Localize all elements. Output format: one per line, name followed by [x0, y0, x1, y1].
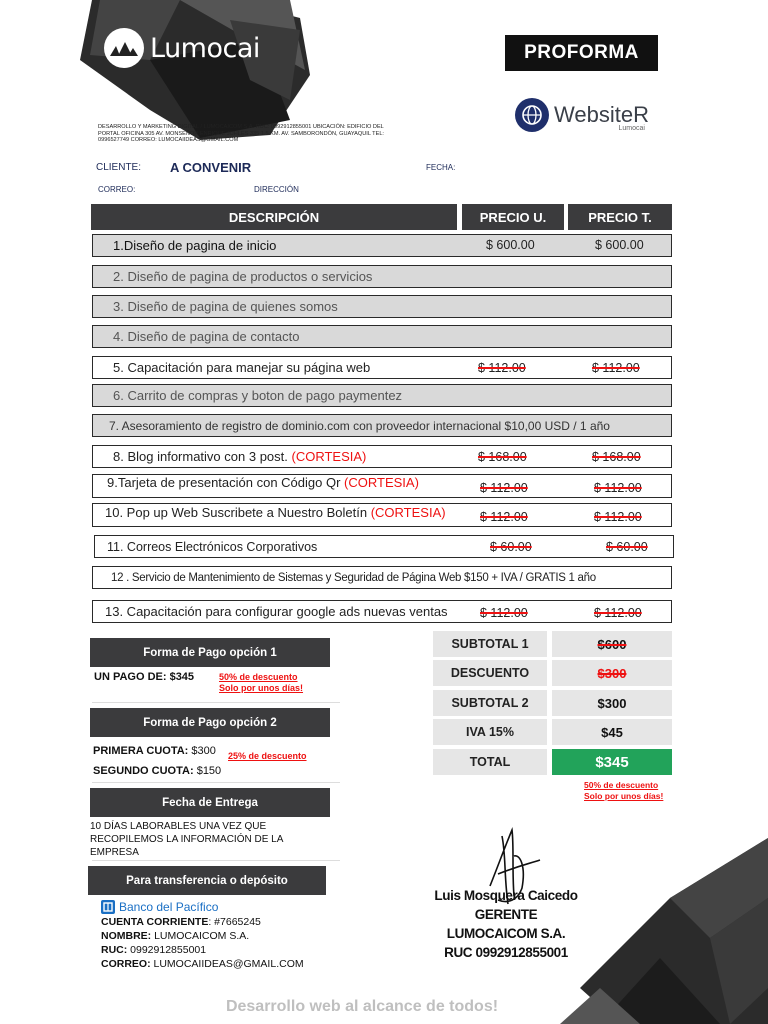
row-description: 5. Capacitación para manejar su página web	[113, 360, 371, 375]
first-installment-value: $300	[188, 745, 216, 757]
bank-holder	[101, 929, 249, 943]
row-total-price: $ 112.00	[592, 361, 640, 375]
bank-ruc	[101, 943, 206, 957]
delivery-title: Fecha de Entrega	[90, 788, 330, 817]
bank-holder-label: NOMBRE:	[101, 930, 152, 942]
row-description: 13. Capacitación para configurar google ads nuevas ventas	[105, 604, 448, 619]
row-total-price: $ 600.00	[595, 238, 644, 252]
iva-label: IVA 15%	[433, 719, 547, 745]
table-row	[92, 566, 672, 589]
discount-label: DESCUENTO	[433, 660, 547, 686]
table-row	[92, 474, 672, 498]
bank-logo	[101, 900, 218, 914]
table-row	[92, 356, 672, 379]
delivery-text: 10 DÍAS LABORABLES UNA VEZ QUE RECOPILEMOS LA INFORMACIÓN DE LA EMPRESA	[90, 821, 283, 858]
header-description: DESCRIPCIÓN	[91, 204, 457, 230]
discount-note-sub: Solo por unos días!	[219, 683, 304, 693]
first-installment-label: PRIMERA CUOTA:	[93, 745, 189, 757]
first-installment	[93, 741, 216, 759]
header-unit-price: PRECIO U.	[462, 204, 564, 230]
row-unit-price: $ 168.00	[478, 450, 527, 464]
header-decoration	[0, 0, 330, 140]
bank-name: Banco del Pacífico	[119, 900, 219, 914]
row-unit-price: $ 112.00	[480, 606, 528, 620]
footer-slogan: Desarrollo web al alcance de todos!	[225, 998, 499, 1015]
row-description: 11. Correos Electrónicos Corporativos	[107, 539, 318, 554]
signer-company: LUMOCAICOM S.A.	[446, 926, 566, 941]
signer-name: Luis Mosquera Caicedo	[434, 888, 578, 903]
row-unit-price: $ 112.00	[480, 481, 528, 495]
transfer-title: Para transferencia o depósito	[88, 866, 326, 895]
bank-email-label: CORREO:	[101, 958, 151, 970]
table-row	[92, 600, 672, 623]
company-info: DESARROLLO Y MARKETING DIGITAL / LUMOCAICOM S.A. RUC: 0992912855001 UBICACIÓN: EDIFICIO DEL PORTAL OFICINA 305 AV. MONSEÑOR ENRIQUE JUHLES 335 1.5 KM. AV. SAMBORONDÓN, GUAYAQUIL TEL: 0996527749 CORREO: LUMOCAIIDEAS@GMAIL.COM	[98, 124, 384, 144]
row-description-wrap	[105, 505, 671, 520]
bank-icon	[101, 900, 115, 914]
subtotal-1-label: SUBTOTAL 1	[433, 631, 547, 657]
row-total-price: $ 112.00	[594, 481, 642, 495]
total-value: $345	[552, 749, 672, 775]
row-description: 9.Tarjeta de presentación con Código Qr	[107, 474, 345, 490]
table-row	[92, 445, 672, 468]
discount-note: 50% de descuento	[219, 672, 298, 682]
row-description: 3. Diseño de pagina de quienes somos	[113, 299, 338, 314]
row-unit-price: $ 60.00	[490, 540, 532, 554]
table-row	[92, 295, 672, 318]
row-description-wrap	[113, 449, 671, 464]
table-row	[92, 325, 672, 348]
row-description: 4. Diseño de pagina de contacto	[113, 329, 300, 344]
divider	[92, 860, 340, 861]
bank-account	[101, 915, 261, 929]
row-unit-price: $ 112.00	[478, 361, 526, 375]
document-type: PROFORMA	[505, 35, 658, 71]
row-unit-price: $ 600.00	[486, 238, 535, 252]
brand-name: Lumocai	[150, 32, 260, 64]
bank-ruc-value: 0992912855001	[127, 944, 207, 956]
partner-logo	[515, 98, 649, 132]
row-description: 7. Asesoramiento de registro de dominio.com con proveedor internacional $10,00 USD / 1 año	[109, 418, 610, 433]
subtotal-2-label: SUBTOTAL 2	[433, 690, 547, 716]
discount-value: $300	[552, 660, 672, 686]
bank-account-value: : #7665245	[208, 916, 261, 928]
row-description-wrap	[107, 475, 671, 490]
footer-decoration	[560, 838, 768, 1024]
subtotal-2-value: $300	[552, 690, 672, 716]
courtesy-tag: (CORTESIA)	[291, 449, 367, 464]
row-total-price: $ 168.00	[592, 450, 641, 464]
signer-ruc: RUC 0992912855001	[444, 945, 568, 960]
courtesy-tag: (CORTESIA)	[344, 474, 419, 490]
payment-option-2-title: Forma de Pago opción 2	[90, 708, 330, 737]
table-row	[92, 414, 672, 437]
partner-logo-sub: Lumocai	[618, 125, 645, 132]
table-row	[92, 234, 672, 257]
row-description: 12 . Servicio de Mantenimiento de Sistemas y Seguridad de Página Web $150 + IVA / GRATIS 1 año	[111, 571, 596, 584]
second-installment	[93, 761, 221, 779]
row-description: 8. Blog informativo con 3 post.	[113, 449, 292, 464]
divider	[92, 782, 340, 783]
row-unit-price: $ 112.00	[480, 510, 528, 524]
table-row	[92, 503, 672, 527]
table-row	[92, 384, 672, 407]
row-description: 6. Carrito de compras y boton de pago paymentez	[113, 388, 403, 403]
second-installment-value: $150	[193, 765, 222, 777]
total-label: TOTAL	[433, 749, 547, 775]
email-label: CORREO:	[98, 185, 136, 194]
brand-logo	[104, 28, 260, 68]
bank-holder-value: LUMOCAICOM S.A.	[151, 930, 250, 942]
row-description: 1.Diseño de pagina de inicio	[113, 238, 277, 253]
payment-option-1-amount: UN PAGO DE: $345	[94, 671, 195, 683]
row-description: 10. Pop up Web Suscribete a Nuestro Boletín	[105, 504, 371, 520]
row-description: 2. Diseño de pagina de productos o servicios	[113, 269, 373, 284]
bank-email-value: LUMOCAIIDEAS@GMAIL.COM	[150, 958, 304, 970]
table-row	[94, 535, 674, 558]
row-total-price: $ 112.00	[594, 606, 642, 620]
bank-email	[101, 957, 304, 971]
header-total-price: PRECIO T.	[568, 204, 672, 230]
bank-account-label: CUENTA CORRIENTE	[101, 916, 209, 928]
total-discount-note: 50% de descuento	[584, 780, 659, 790]
courtesy-tag: (CORTESIA)	[370, 504, 446, 520]
payment-option-1-title: Forma de Pago opción 1	[90, 638, 330, 667]
iva-value: $45	[552, 719, 672, 745]
discount-note: 25% de descuento	[228, 751, 307, 761]
total-discount-note-sub: Solo por unos días!	[584, 791, 664, 801]
date-label: FECHA:	[426, 163, 456, 172]
divider	[92, 702, 340, 703]
row-total-price: $ 112.00	[594, 510, 642, 524]
address-label: DIRECCIÓN	[254, 185, 299, 194]
row-total-price: $ 60.00	[606, 540, 648, 554]
second-installment-label: SEGUNDO CUOTA:	[93, 765, 194, 777]
client-value: A CONVENIR	[170, 160, 252, 175]
subtotal-1-value: $600	[552, 631, 672, 657]
signer-role: GERENTE	[474, 907, 538, 922]
mountain-icon	[104, 28, 144, 68]
client-label: CLIENTE:	[96, 162, 142, 173]
partner-logo-text: WebsiteR	[554, 102, 649, 127]
globe-icon	[515, 98, 549, 132]
bank-ruc-label: RUC:	[101, 944, 128, 956]
table-row	[92, 265, 672, 288]
